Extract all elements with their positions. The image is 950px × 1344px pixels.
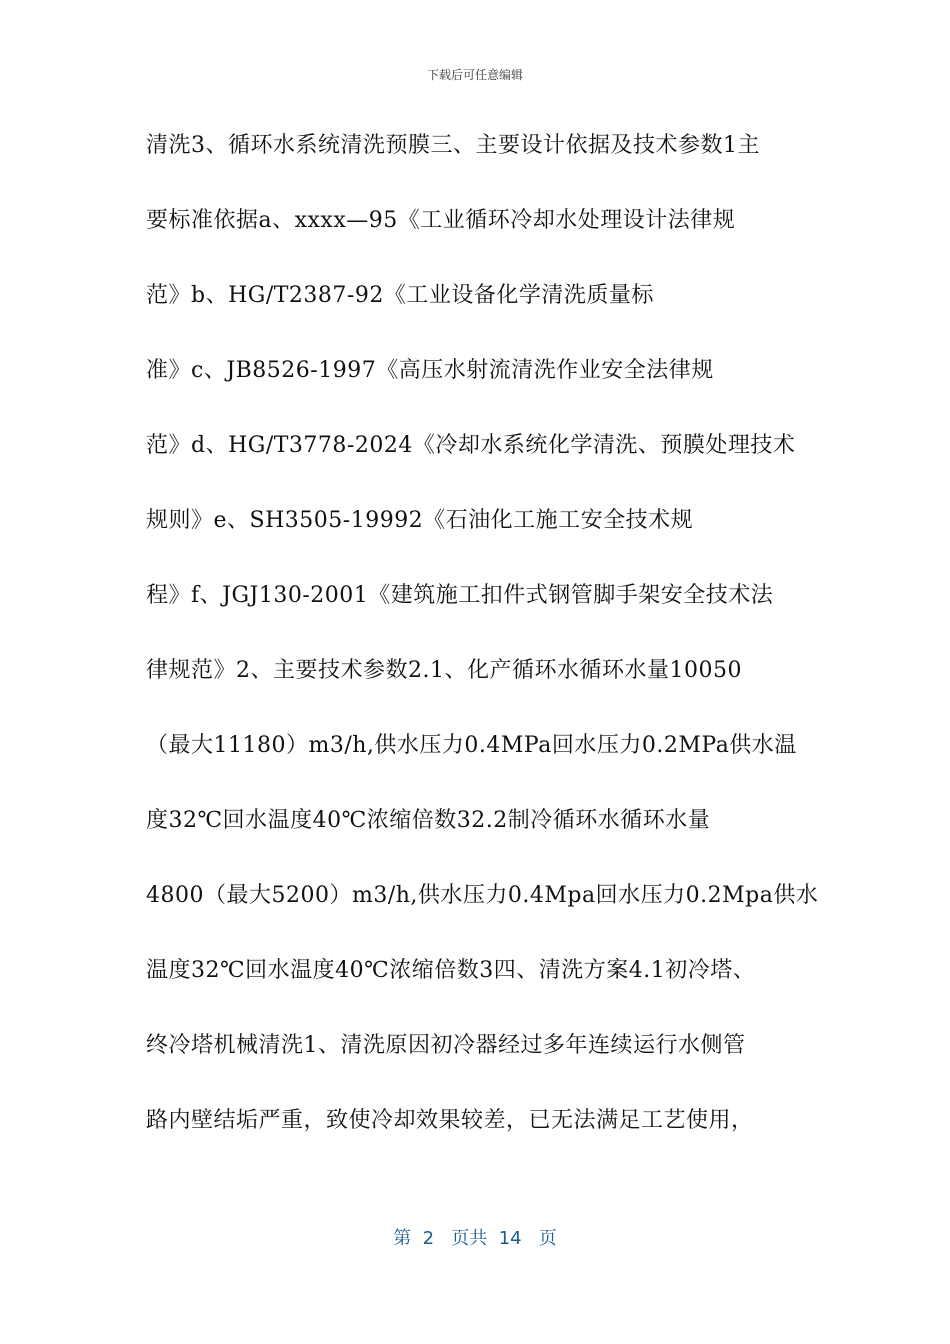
text-line: 度32℃回水温度40℃浓缩倍数32.2制冷循环水循环水量 <box>146 808 711 833</box>
text-line: 准》c、JB8526-1997《高压水射流清洗作业安全法律规 <box>146 358 714 383</box>
text-line: 4800（最大5200）m3/h,供水压力0.4Mpa回水压力0.2Mpa供水 <box>146 883 819 908</box>
text-line: 范》d、HG/T3778-2024《冷却水系统化学清洗、预膜处理技术 <box>146 433 796 458</box>
text-line: 范》b、HG/T2387-92《工业设备化学清洗质量标 <box>146 283 654 308</box>
body-text <box>146 126 826 1176</box>
page-number-footer: 第 2 页共 14 页 <box>393 1228 557 1249</box>
header-note: 下载后可任意编辑 <box>426 68 523 82</box>
text-line: 律规范》2、主要技术参数2.1、化产循环水循环水量10050 <box>146 658 742 683</box>
text-line: 温度32℃回水温度40℃浓缩倍数3四、清洗方案4.1初冷塔、 <box>146 958 756 983</box>
text-line: 规则》e、SH3505-19992《石油化工施工安全技术规 <box>146 508 694 533</box>
text-line: 要标准依据a、xxxx—95《工业循环冷却水处理设计法律规 <box>146 208 736 233</box>
text-line: （最大11180）m3/h,供水压力0.4MPa回水压力0.2MPa供水温 <box>146 733 797 758</box>
text-line: 程》f、JGJ130-2001《建筑施工扣件式钢管脚手架安全技术法 <box>146 583 774 608</box>
text-line: 路内壁结垢严重，致使冷却效果较差，已无法满足工艺使用， <box>146 1108 754 1133</box>
text-line: 终冷塔机械清洗1、清洗原因初冷器经过多年连续运行水侧管 <box>146 1033 746 1058</box>
text-line: 清洗3、循环水系统清洗预膜三、主要设计依据及技术参数1主 <box>146 133 760 158</box>
